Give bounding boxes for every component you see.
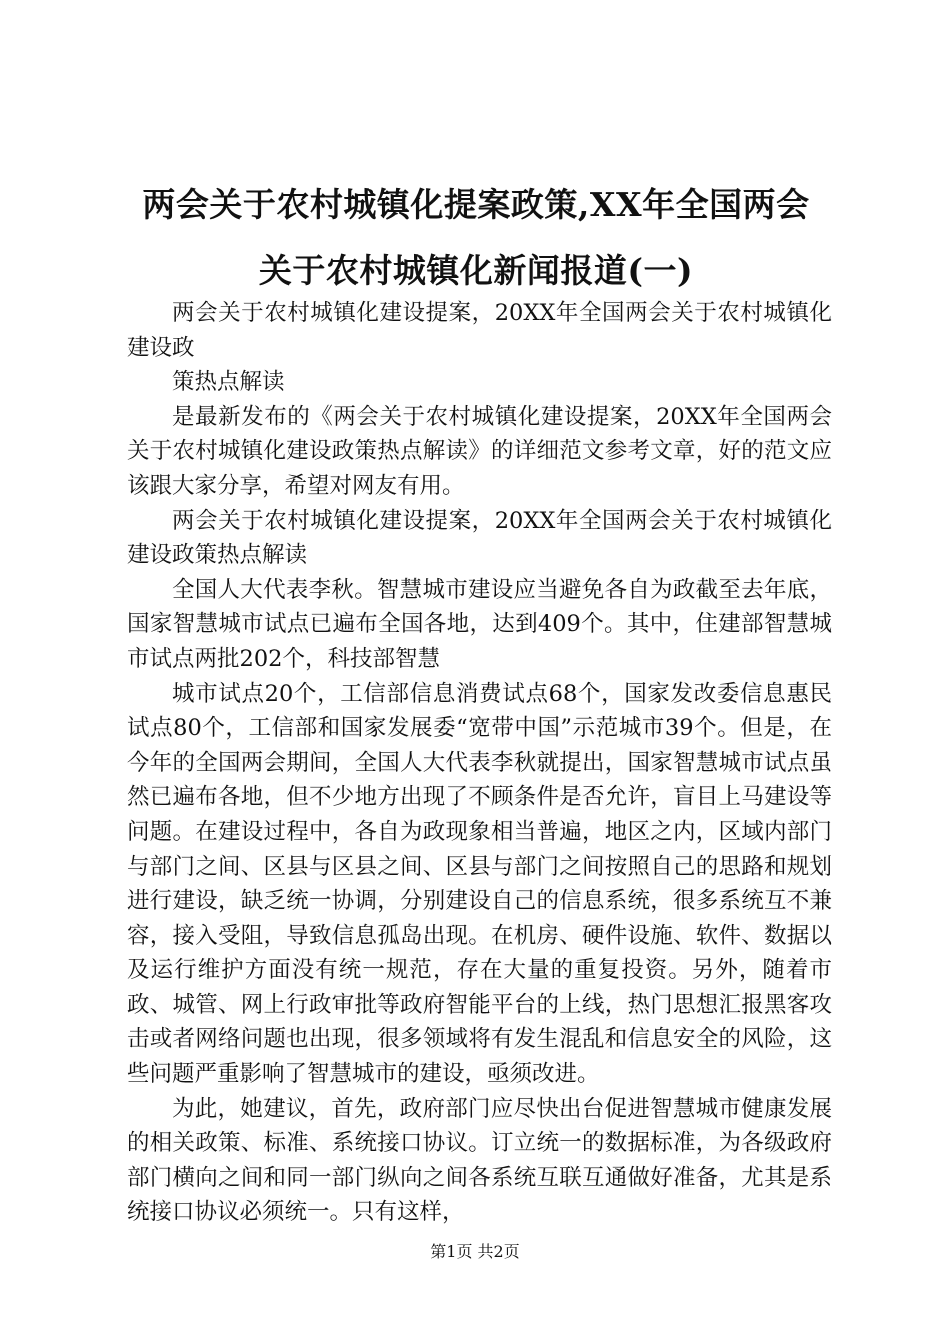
paragraph: 两会关于农村城镇化建设提案，20XX年全国两会关于农村城镇化建设政策热点解读 [127,507,832,569]
page-footer [0,1240,950,1264]
paragraph: 策热点解读 [172,369,285,396]
page-number: 第1页 共2页 [430,1242,520,1261]
paragraph: 两会关于农村城镇化建设提案，20XX年全国两会关于农村城镇化建设政 [127,300,832,361]
paragraph: 为此，她建议，首先，政府部门应尽快出台促进智慧城市健康发展的相关政策、标准、系统接口协议。订立统一的数据标准，为各级政府部门横向之间和同一部门纵向之间各系统互联互通做好准备，尤其是系统接口协议必须统一。只有这样， [127,1095,832,1226]
document-title [120,172,832,304]
document-body [127,296,832,1230]
paragraph: 是最新发布的《两会关于农村城镇化建设提案，20XX年全国两会关于农村城镇化建设政策热点解读》的详细范文参考文章，好的范文应该跟大家分享，希望对网友有用。 [127,403,832,499]
paragraph: 全国人大代表李秋。智慧城市建设应当避免各自为政截至去年底，国家智慧城市试点已遍布全国各地，达到409个。其中，住建部智慧城市试点两批202个，科技部智慧 [127,576,832,672]
title-line-2: 关于农村城镇化新闻报道(一) [258,251,694,290]
title-line-1: 两会关于农村城镇化提案政策,XX年全国两会 [142,185,810,224]
paragraph: 城市试点20个，工信部信息消费试点68个，国家发改委信息惠民试点80个，工信部和国家发展委“宽带中国”示范城市39个。但是，在今年的全国两会期间，全国人大代表李秋就提出，国家智慧城市试点虽然已遍布各地，但不少地方出现了不顾条件是否允许，盲目上马建设等问题。在建设过程中，各自为政现象相当普遍，地区之内，区域内部门与部门之间、区县与区县之间、区县与部门之间按照自己的思路和规划进行建设，缺乏统一协调，分别建设自己的信息系统，很多系统互不兼容，接入受阻，导致信息孤岛出现。在机房、硬件设施、软件、数据以及运行维护方面没有统一规范，存在大量的重复投资。另外，随着市政、城管、网上行政审批等政府智能平台的上线，热门思想汇报黑客攻击或者网络问题也出现，很多领域将有发生混乱和信息安全的风险，这些问题严重影响了智慧城市的建设，亟须改进。 [127,680,832,1088]
